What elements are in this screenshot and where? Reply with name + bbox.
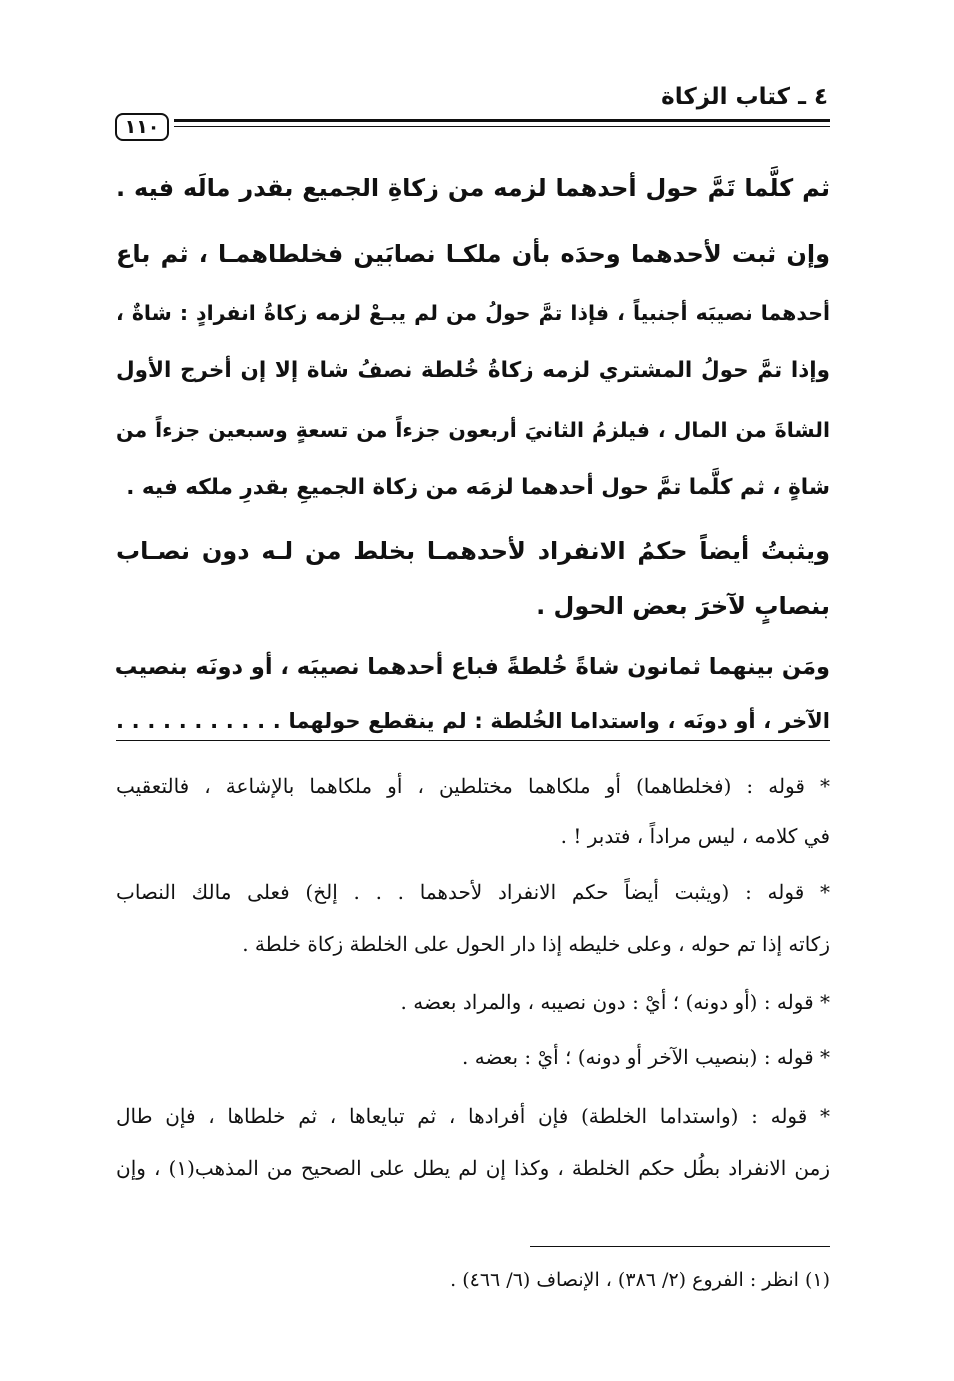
- page-number-badge: ١١٠: [115, 113, 169, 141]
- main-text-separator: [116, 740, 830, 741]
- commentary-line: زمن الانفراد بطُل حكم الخلطة ، وكذا إن لم يطل على الصحيح من المذهب(١) ، وإن: [116, 1156, 831, 1180]
- commentary-line: * قوله : (بنصيب الآخر أو دونه) ؛ أيْ : بعضه .: [462, 1045, 830, 1069]
- main-text-line: ويثبتُ أيضاً حكمُ الانفراد لأحدهمـا بخلط من لـه دون نصـاب: [116, 537, 830, 565]
- footnote: (١) انظر : الفروع (٢/ ٣٨٦) ، الإنصاف (٦/ ٤٦٦) .: [450, 1269, 830, 1291]
- commentary-line: * قوله : (أو دونه) ؛ أيْ : دون نصيبه ، والمراد بعضه .: [400, 990, 830, 1014]
- main-text-line: بنصابٍ لآخرَ بعض الحول .: [536, 592, 830, 620]
- main-text-line: الشاةَ من المال ، فيلزمُ الثانيَ أربعون جزءاً من تسعةٍ وسبعين جزءاً من: [116, 418, 830, 442]
- main-text-line: شاةٍ ، ثم كلَّما تمَّ حول أحدهما لزمَه من زكاة الجميعِ بقدرِ ملكه فيه .: [126, 475, 830, 500]
- footnote-separator: [530, 1246, 830, 1247]
- main-text-line: أحدهما نصيبَه أجنبياً ، فإذا تمَّ حولُ من لم يبـعْ لزمه زكاةُ انفرادٍ : شاةٌ ،: [116, 301, 830, 325]
- running-header-title: ٤ ـ كتاب الزكاة: [661, 84, 828, 110]
- commentary-line: * قوله : (فخلطاهما) أو ملكاهما مختلطين ، أو ملكاهما بالإشاعة ، فالتعقيب: [116, 774, 830, 798]
- header-rule-thin: [174, 126, 830, 127]
- main-text-line: ثم كلَّما تَمَّ حول أحدهما لزمه من زكاةِ الجميع بقدر مالَه فيه .: [116, 174, 830, 202]
- main-text-line: الآخر ، أو دونَه ، واستداما الخُلطة : لم ينقطع حولهما . . . . . . . . . . .: [116, 709, 830, 733]
- main-text-line: ومَن بينهما ثمانون شاةً خُلطةً فباع أحدهما نصيبَه ، أو دونَه بنصيب: [114, 654, 830, 680]
- commentary-line: زكاته إذا تم حوله ، وعلى خليطه إذا دار الحول على الخلطة زكاة خلطة .: [242, 932, 830, 956]
- header-rule-thick: [174, 119, 830, 122]
- commentary-line: * قوله : (واستداما الخلطة) فإن أفرادها ، ثم تبايعاها ، ثم خلطاها ، فإن طال: [116, 1104, 830, 1128]
- main-text-line: وإذا تمَّ حولُ المشتري لزمه زكاةُ خُلطة نصفُ شاة إلا إن أخرج الأول: [116, 358, 830, 383]
- main-text-line: وإن ثبت لأحدهما وحدَه بأن ملكـا نصابَين فخلطاهمـا ، ثم باع: [116, 240, 830, 268]
- commentary-line: في كلامه ، ليس مراداً ، فتدبر ! .: [560, 824, 830, 848]
- commentary-line: * قوله : (ويثبت أيضاً حكم الانفراد لأحدهما . . . إلخ) فعلى مالك النصاب: [116, 880, 830, 904]
